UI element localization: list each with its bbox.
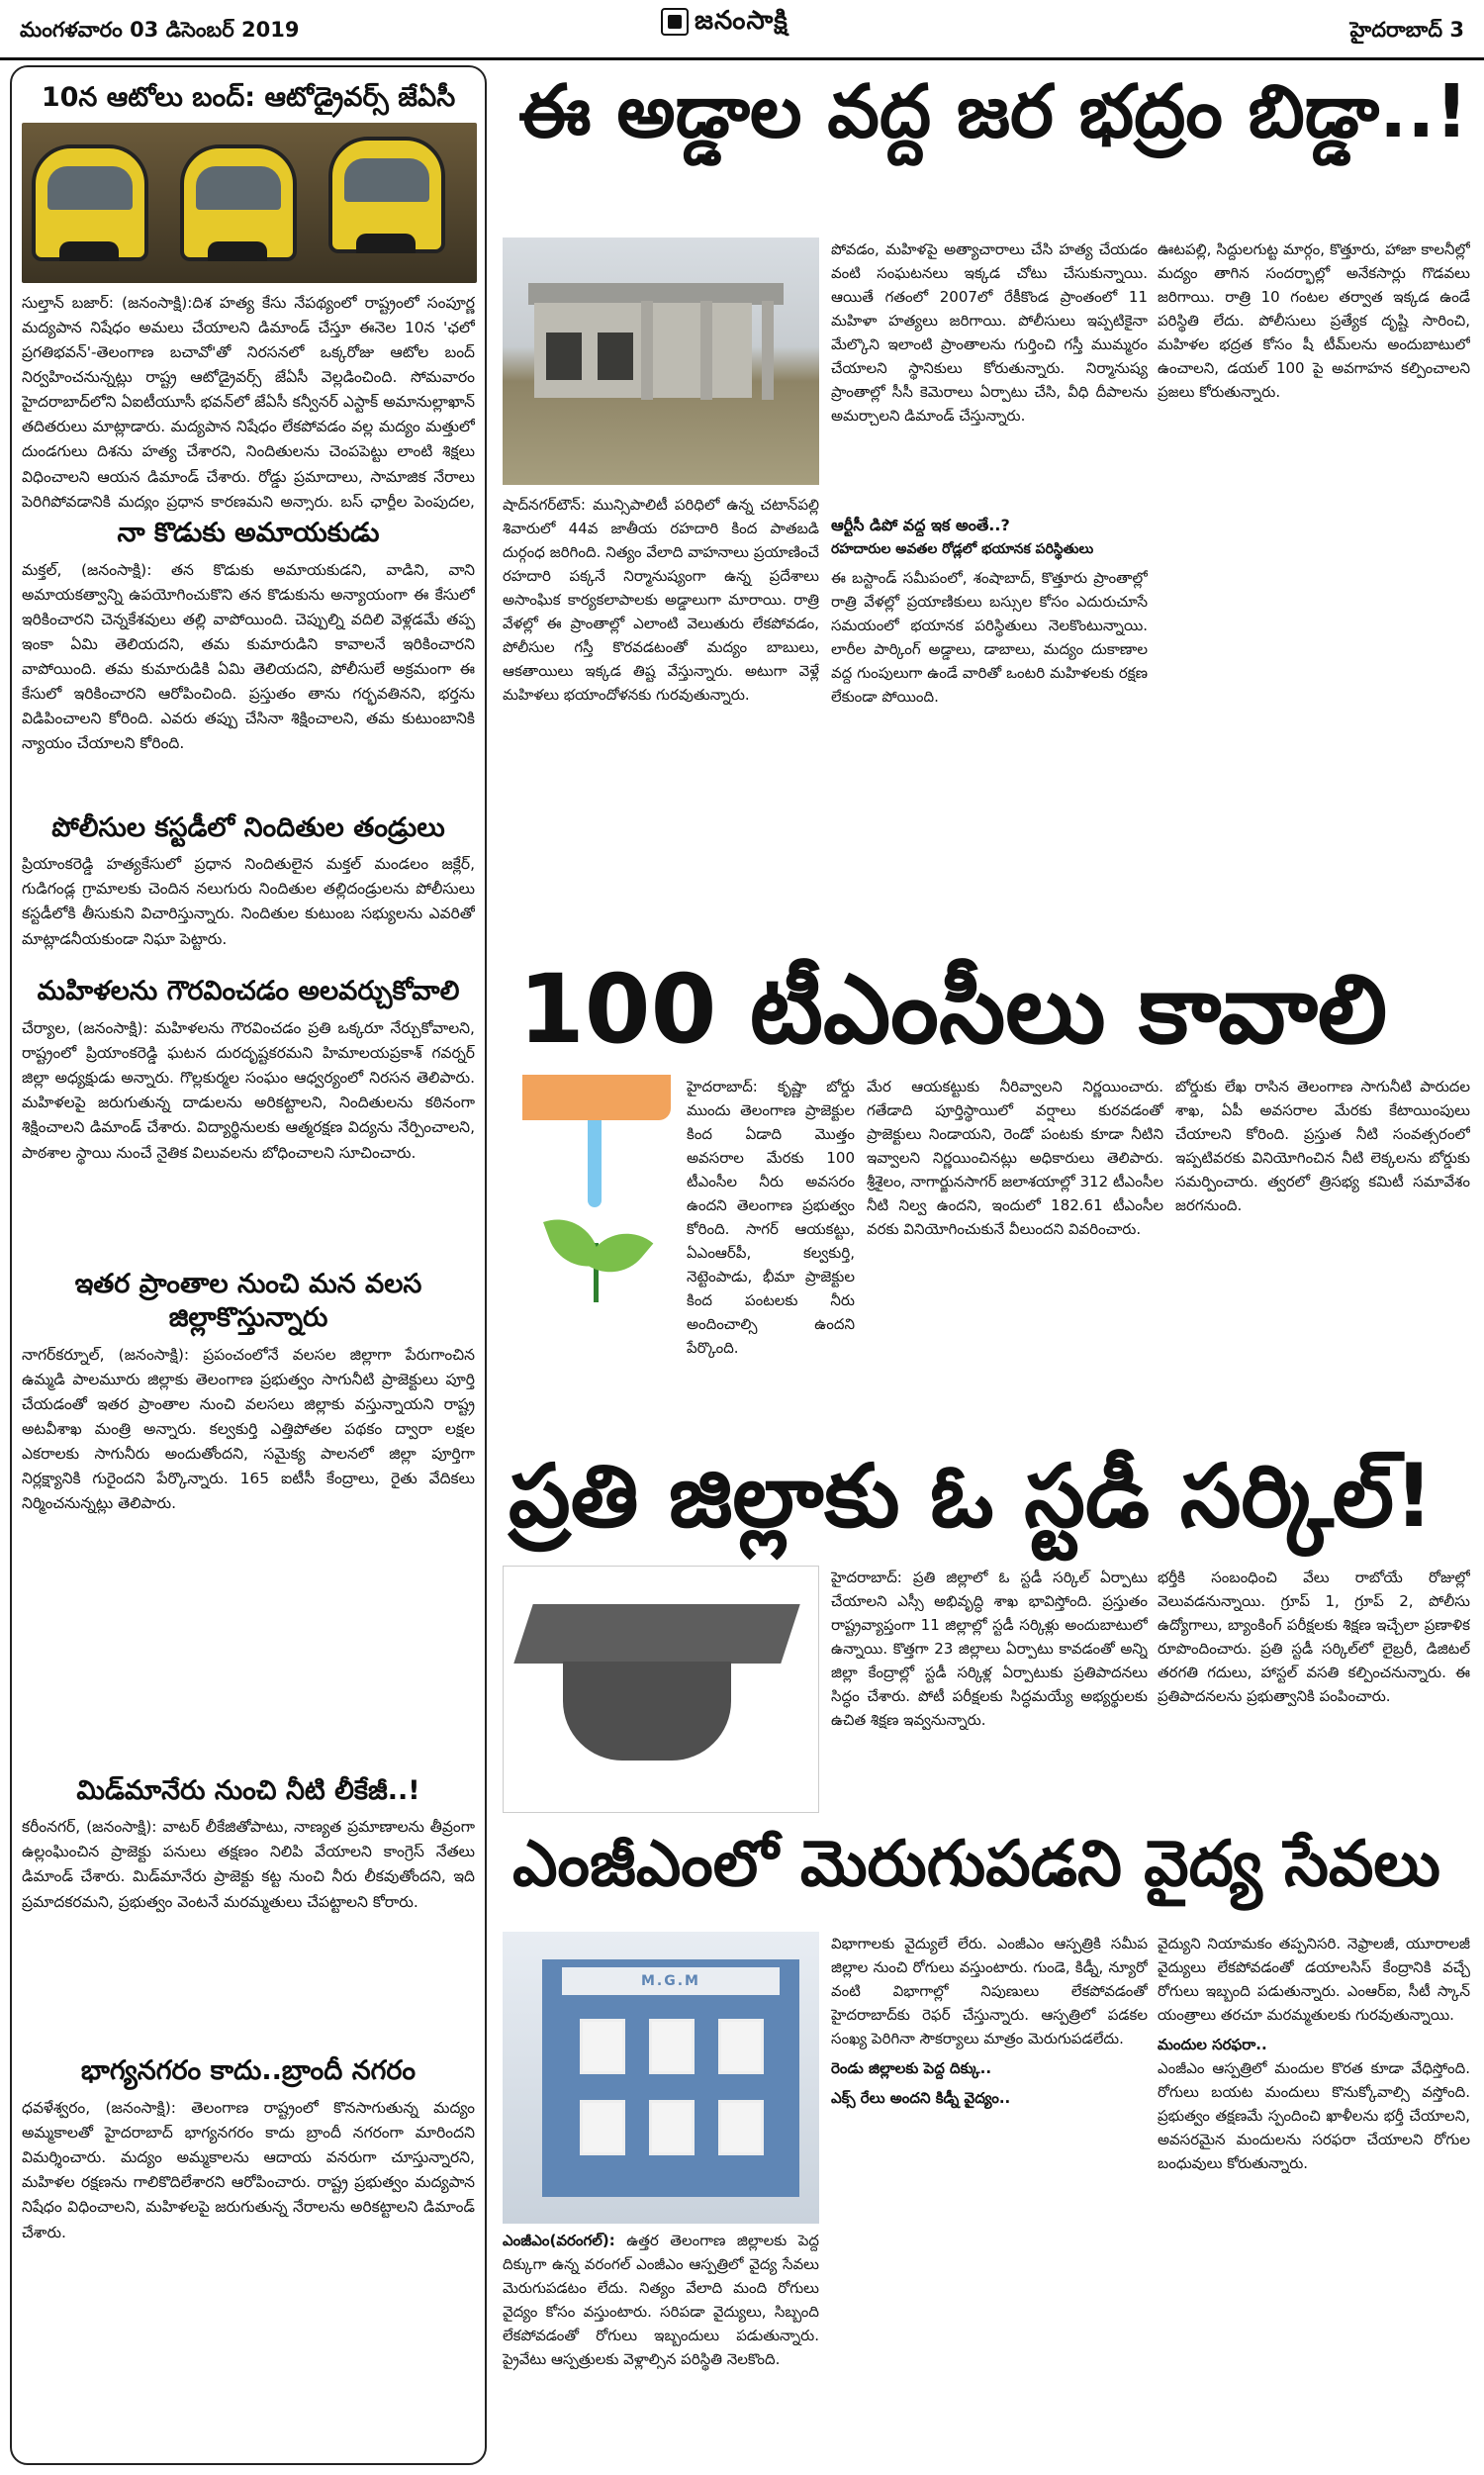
- story-subheading: ఆర్టీసీ డిపో వద్ద ఇక అంతే..?: [831, 516, 1010, 534]
- story-column: భర్తీకి సంబంధించి వేలు రాబోయే రోజుల్లో వెలువడనున్నాయి. గ్రూప్‌ 1, గ్రూప్‌ 2, పోలీసు ఉద్యోగాలు, బ్యాంకింగ్‌ పరీక్షలకు శిక్షణ ఇచ్చేలా ప్రణాళిక రూపొందించారు. ప్రతి స్టడీ సర్కిల్‌లో లైబ్రరీ, డిజిటల్‌ తరగతి గదులు, హాస్టల్‌ వసతి కల్పించనున్నారు. ఈ ప్రతిపాదనలను ప్రభుత్వానికి పంపించారు.: [1158, 1569, 1470, 1705]
- sidebar-headline: మహిళలను గౌరవించడం అలవర్చుకోవాలి: [37, 976, 460, 1007]
- autorickshaw-photo: [22, 123, 477, 283]
- story-column: హైదరాబాద్‌: కృష్ణా బోర్డు ముందు తెలంగాణ ప్రాజెక్టుల కింద ఏడాది మొత్తం అవసరాల మేరకు 100 టీఎంసీల నీరు అవసరం ఉందని తెలంగాణ ప్రభుత్వం కోరింది. సాగర్‌ ఆయకట్టు, ఏఎంఆర్‌పీ, కల్వకుర్తి, నెట్టెంపాడు, భీమా ప్రాజెక్టుల కింద పంటలకు నీరు అందించాల్సి ఉందని పేర్కొంది.: [687, 1078, 855, 1357]
- photo-caption: ఎంజీఎం(వరంగల్‌):: [503, 2232, 615, 2249]
- story-column: ఊటపల్లి, సిద్దులగుట్ట మార్గం, కొత్తూరు, హాజా కాలనీల్లో మద్యం తాగిన సందర్భాల్లో అనేకసార్లు గొడవలు జరిగాయి. రాత్రి 10 గంటల తర్వాత ఇక్కడ ఉండే పరిస్థితి లేదు. పోలీసులు ప్రత్యేక దృష్టి సారించి, మహిళల భద్రత కోసం షీ టీమ్‌లను అందుబాటులో ఉంచాలని, డయల్‌ 100 పై అవగాహన కల్పించాలని ప్రజలు కోరుతున్నారు.: [1158, 240, 1470, 401]
- story-column: మేర ఆయకట్టుకు నీరివ్వాలని నిర్ణయించారు. గతేడాది పూర్తిస్థాయిలో వర్షాలు కురవడంతో ప్రాజెక్టులు నిండాయని, రెండో పంటకు కూడా నీటిని ఇవ్వాలని నిర్ణయించినట్లు అధికారులు తెలిపారు. శ్రీశైలం, నాగార్జునసాగర్‌ జలాశయాల్లో 312 టీఎంసీల నీటి నిల్వ ఉందని, ఇందులో 182.61 టీఎంసీల వరకు వినియోగించుకునే వీలుందని వివరించారు.: [867, 1078, 1163, 1238]
- story-subheading: మందుల సరఫరా..: [1158, 2036, 1267, 2053]
- page-city-number: హైదరాబాద్ 3: [1349, 18, 1464, 42]
- sidebar-headline: పోలీసుల కస్టడీలో నిందితుల తండ్రులు: [51, 811, 445, 843]
- story-column: ఈ బస్టాండ్‌ సమీపంలో, శంషాబాద్‌, కొత్తూరు ప్రాంతాల్లో రాత్రి వేళల్లో ప్రయాణికులు బస్సుల కోసం ఎదురుచూసే సమయంలో భయానక పరిస్థితులు నెలకొంటున్నాయి. లారీల పార్కింగ్‌ అడ్డాలు, డాబాలు, మద్యం దుకాణాల వద్ద గుంపులుగా ఉండే వారితో ఒంటరి మహిళలకు రక్షణ లేకుండా పోయింది.: [831, 569, 1148, 706]
- sidebar-headline: మిడ్‌మానేరు నుంచి నీటి లీకేజీ..!: [76, 1774, 420, 1806]
- sidebar-headline: నా కొడుకు అమాయకుడు: [117, 517, 380, 548]
- issue-date: మంగళవారం 03 డిసెంబర్ 2019: [20, 18, 300, 42]
- autorickshaw-shape: [180, 144, 297, 261]
- story-subheading: రహదారుల అవతల రోడ్లలో భయానక పరిస్థితులు: [831, 541, 1094, 557]
- story-column: పోవడం, మహిళపై అత్యాచారాలు చేసి హత్య చేయడం వంటి సంఘటనలు ఇక్కడ చోటు చేసుకున్నాయి. ఆయితే గతంలో 2007లో రేకీకొండ ప్రాంతంలో 11 మహిళా హత్యలు జరిగాయి. పోలీసులు ఇప్పటికైనా మేల్కొని ఇలాంటి ప్రాంతాలను గుర్తించి గస్తీ ముమ్మరం చేయాలని స్థానికులు కోరుతున్నారు. నిర్మానుష్య ప్రాంతాల్లో సీసీ కెమెరాలు ఏర్పాటు చేసి, వీధి దీపాలను అమర్చాలని డిమాండ్‌ చేస్తున్నారు.: [831, 240, 1148, 425]
- graduation-cap-illustration: [503, 1566, 819, 1813]
- story-subheading: ఎక్స్‌ రేలు అందని కిడ్నీ వైద్యం..: [831, 2089, 1011, 2107]
- sidebar-article-body: ధవళేశ్వరం, (జనంసాక్షి): తెలంగాణ రాష్ట్రంలో కొనసాగుతున్న మద్యం అమ్మకాలతో హైదరాబాద్‌ భాగ్యనగరం కాదు బ్రాందీ నగరంగా మారిందని విమర్శించారు. మద్యం అమ్మకాలను ఆదాయ వనరుగా చూస్తున్నారని, మహిళల రక్షణను గాలికొదిలేశారని ఆరోపించారు. రాష్ట్ర ప్రభుత్వం మద్యపాన నిషేధం విధించాలని, మహిళలపై జరుగుతున్న నేరాలను అరికట్టాలని డిమాండ్‌ చేశారు.: [22, 2099, 475, 2241]
- unfinished-building-photo: [503, 238, 819, 485]
- water-tap-illustration: [512, 1075, 679, 1302]
- sidebar-headline: భాగ్యనగరం కాదు..బ్రాందీ నగరం: [80, 2055, 417, 2087]
- sidebar-article-body: ప్రియాంకరెడ్డి హత్యకేసులో ప్రధాన నిందితులైన మక్తల్‌ మండలం జక్లేర్‌, గుడిగండ్ల గ్రామాలకు చెందిన నలుగురు నిందితుల తల్లిదండ్రులను పోలీసులు కస్టడీలోకి తీసుకుని విచారిస్తున్నారు. నిందితుల కుటుంబ సభ్యులను ఎవరితో మాట్లాడనీయకుండా నిఘా పెట్టారు.: [22, 855, 475, 948]
- sidebar-headline-auto-bandh: 10న ఆటోలు బంద్‌: ఆటోడ్రైవర్స్‌ జేఏసీ: [41, 82, 456, 113]
- story-headline-safety: ఈ అడ్డాల వద్ద జర భద్రం బిడ్డా..!: [518, 69, 1469, 154]
- sidebar-article-body: సుల్తాన్‌ బజార్‌: (జనంసాక్షి):దిశ హత్య కేసు నేపథ్యంలో రాష్ట్రంలో సంపూర్ణ మద్యపాన నిషేధం అమలు చేయాలని డిమాండ్‌ చేస్తూ ఈనెల 10న 'ఛలో ప్రగతిభవన్‌'-తెలంగాణ బచావో'తో నిరసనలో ఒక్కరోజు ఆటోల బంద్‌ నిర్వహించనున్నట్లు రాష్ట్ర ఆటోడ్రైవర్స్‌ జేఏసీ వెల్లడించింది. సోమవారం హైదరాబాద్‌లోని ఏఐటీయూసీ భవన్‌లో జేఏసీ కన్వీనర్‌ ఎస్టాక్‌ అమానుల్లాఖాన్‌ తదితరులు మాట్లాడారు. మద్యపాన నిషేధం లేకపోవడం వల్ల మద్యం మత్తులో దుండగులు దిశను హత్య చేశారని, నిందితులను చెంపపెట్టు లాంటి శిక్షలు విధించాలని ఆయన డిమాండ్‌ చేశారు. రోడ్డు ప్రమాదాలు, సామాజిక నేరాలు పెరిగిపోవడానికి మద్యం ప్రధాన కారణమని అన్నారు. బస్‌ ఛార్జీల పెంపుదల,: [22, 293, 475, 511]
- story-headline-mgm: ఎంజీఎంలో మెరుగుపడని వైద్య సేవలు: [512, 1828, 1440, 1901]
- sidebar-article-body: నాగర్‌కర్నూల్‌, (జనంసాక్షి): ప్రపంచంలోనే వలసల జిల్లాగా పేరుగాంచిన ఉమ్మడి పాలమూరు జిల్లాకు తెలంగాణ ప్రభుత్వం సాగునీటి ప్రాజెక్టులు పూర్తి చేయడంతో ఇతర ప్రాంతాల నుంచి వలసలు జిల్లాకు వస్తున్నాయని రాష్ట్ర అటవీశాఖ మంత్రి అన్నారు. కల్వకుర్తి ఎత్తిపోతల పథకం ద్వారా లక్షల ఎకరాలకు సాగునీరు అందుతోందని, సమైక్య పాలనలో జిల్లా పూర్తిగా నిర్లక్ష్యానికి గురైందని పేర్కొన్నారు. 165 ఐటీసీ కేంద్రాలు, రైతు వేదికలు నిర్మించనున్నట్లు తెలిపారు.: [22, 1345, 475, 1513]
- story-subheading: రెండు జిల్లాలకు పెద్ద దిక్కు..: [831, 2059, 992, 2077]
- sidebar-headline: ఇతర ప్రాంతాల నుంచి మన వలస జిల్లాకొస్తున్నారు: [74, 1269, 422, 1333]
- sidebar-article-body: కరీంనగర్‌, (జనంసాక్షి): వాటర్‌ లీకేజితోపాటు, నాణ్యత ప్రమాణాలను తీవ్రంగా ఉల్లంఘించిన ప్రాజెక్టు పనులు తక్షణం నిలిపి వేయాలని కాంగ్రెస్‌ నేతలు డిమాండ్‌ చేశారు. మిడ్‌మానేరు ప్రాజెక్టు కట్ట నుంచి నీరు లీకవుతోందని, ఇది ప్రమాదకరమని, ప్రభుత్వం వెంటనే మరమ్మతులు చేపట్టాలని కోరారు.: [22, 1818, 475, 1911]
- newspaper-logo: [661, 6, 788, 42]
- story-column: ఎంజీఎం ఆస్పత్రిలో మందుల కొరత కూడా వేధిస్తోంది. రోగులు బయట మందులు కొనుక్కోవాల్సి వస్తోంది. ప్రభుత్వం తక్షణమే స్పందించి ఖాళీలను భర్తీ చేయాలని, అవసరమైన మందులను సరఫరా చేయాలని రోగుల బంధువులు కోరుతున్నారు.: [1158, 2059, 1470, 2172]
- header-divider: [0, 57, 1484, 60]
- sidebar-article-body: చేర్యాల, (జనంసాక్షి): మహిళలను గౌరవించడం ప్రతి ఒక్కరూ నేర్చుకోవాలని, రాష్ట్రంలో ప్రియాంకరెడ్డి ఘటన దురదృష్టకరమని హిమాలయప్రకాశ్‌ గవర్నర్‌ జిల్లా అధ్యక్షుడు అన్నారు. గొల్లకుర్మల సంఘం ఆధ్వర్యంలో నిరసన తెలిపారు. మహిళలపై జరుగుతున్న దాడులను అరికట్టాలని, నిందితులను కఠినంగా శిక్షించాలని డిమాండ్‌ చేశారు. విద్యార్థినులకు ఆత్మరక్షణ విద్యను నేర్పించాలని, పాఠశాల స్థాయి నుంచే నైతిక విలువలను బోధించాలని సూచించారు.: [22, 1019, 475, 1162]
- story-lead-column: [503, 2229, 819, 2460]
- story-column: బోర్డుకు లేఖ రాసిన తెలంగాణ సాగునీటి పారుదల శాఖ, ఏపీ అవసరాల మేరకు కేటాయింపులు చేయాలని కోరింది. ప్రస్తుత నీటి సంవత్సరంలో ఇప్పటివరకు వినియోగించిన నీటి లెక్కలను బోర్డుకు సమర్పించారు. త్వరలో త్రిసభ్య కమిటీ సమావేశం జరగనుంది.: [1175, 1078, 1470, 1214]
- story-lead-text: ఉత్తర తెలంగాణ జిల్లాలకు పెద్ద దిక్కుగా ఉన్న వరంగల్‌ ఎంజీఎం ఆస్పత్రిలో వైద్య సేవలు మెరుగుపడటం లేదు. నిత్యం వేలాది మంది రోగులు వైద్యం కోసం వస్తుంటారు. సరిపడా వైద్యులు, సిబ్బంది లేకపోవడంతో రోగులు ఇబ్బందులు పడుతున్నారు. ప్రైవేటు ఆస్పత్రులకు వెళ్లాల్సిన పరిస్థితి నెలకొంది.: [503, 2232, 819, 2368]
- sidebar-article-body: మక్తల్‌, (జనంసాక్షి): తన కొడుకు అమాయకుడని, వాడిని, వాని అమాయకత్వాన్ని ఉపయోగించుకొని తన కొడుకును అన్యాయంగా ఈ కేసులో ఇరికించారని చెన్నకేశవులు తల్లి వాపోయింది. చెప్పుల్ని వదిలి వెళ్లడమే తప్ప ఇంకా ఏమి తెలియదని, తమ కుమారుడిని కావాలనే ఇరికించారని వాపోయింది. తమ కుమారుడికి ఏమి తెలియదని, పోలీసులే అక్రమంగా ఈ కేసులో ఇరికించారని ఆరోపించింది. ప్రస్తుతం తాను గర్భవతినని, భర్తను విడిపించాలని కోరింది. ఎవరు తప్పు చేసినా శిక్షించాలని, తమ కుటుంబానికి న్యాయం చేయాలని కోరింది.: [22, 560, 475, 753]
- story-column: వైద్యుని నియామకం తప్పనిసరి. నెఫ్రాలజీ, యూరాలజీ వైద్యులు లేకపోవడంతో డయాలసిస్‌ కేంద్రానికి వచ్చే రోగులు ఇబ్బంది పడుతున్నారు. ఎంఆర్‌ఐ, సీటీ స్కాన్‌ యంత్రాలు తరచూ మరమ్మతులకు గురవుతున్నాయి.: [1158, 1935, 1470, 2024]
- sidebar-column: [10, 65, 487, 2465]
- story-column: విభాగాలకు వైద్యులే లేరు. ఎంజీఎం ఆస్పత్రికి సమీప జిల్లాల నుంచి రోగులు వస్తుంటారు. గుండె, కిడ్నీ, న్యూరో వంటి విభాగాల్లో నిపుణులు లేకపోవడంతో హైదరాబాద్‌కు రెఫర్‌ చేస్తున్నారు. ఆస్పత్రిలో పడకల సంఖ్య పెరిగినా సౌకర్యాలు మాత్రం మెరుగుపడలేదు.: [831, 1935, 1148, 2047]
- autorickshaw-shape: [32, 144, 148, 261]
- hospital-building-photo: M.G.M: [503, 1932, 819, 2224]
- story-column-group: [1158, 1932, 1470, 2460]
- main-content: [499, 65, 1474, 2465]
- story-column: హైదరాబాద్‌: ప్రతి జిల్లాలో ఓ స్టడీ సర్కిల్‌ ఏర్పాటు చేయాలని ఎస్సీ అభివృద్ధి శాఖ భావిస్తోంది. ప్రస్తుతం రాష్ట్రవ్యాప్తంగా 11 జిల్లాల్లో స్టడీ సర్కిళ్లు అందుబాటులో ఉన్నాయి. కొత్తగా 23 జిల్లాలు ఏర్పాటు కావడంతో అన్ని జిల్లా కేంద్రాల్లో స్టడీ సర్కిళ్ల ఏర్పాటుకు ప్రతిపాదనలు సిద్ధం చేశారు. పోటీ పరీక్షలకు సిద్ధమయ్యే అభ్యర్థులకు ఉచిత శిక్షణ ఇవ్వనున్నారు.: [831, 1569, 1148, 1729]
- story-headline-study-circle: ప్రతి జిల్లాకు ఓ స్టడీ సర్కిల్‌!: [509, 1445, 1435, 1547]
- logo-text: జనంసాక్షి: [695, 6, 788, 36]
- story-headline-tmc: 100 టీఎంసీలు కావాలి: [518, 954, 1388, 1065]
- story-column-group: [831, 1932, 1148, 2460]
- story-lead-column: షాద్‌నగర్‌టౌన్‌: మున్సిపాలిటీ పరిధిలో ఉన్న చటాన్‌పల్లి శివారులో 44వ జాతీయ రహదారి కింద పాతబడి దుర్గంధ జరిగింది. నిత్యం వేలాది వాహనాలు ప్రయాణించే రహదారి పక్కనే నిర్మానుష్యంగా ఉన్న ప్రదేశాలు అసాంఘిక కార్యకలాపాలకు అడ్డాలుగా మారాయి. రాత్రి వేళల్లో ఈ ప్రాంతాల్లో ఎలాంటి వెలుతురు లేకపోవడం, పోలీసుల గస్తీ కొరవడటంతో మద్యం బాబులు, ఆకతాయిలు ఇక్కడ తిష్ట వేస్తున్నారు. అటుగా వెళ్లే మహిళలు భయాందోళనకు గురవుతున్నారు.: [503, 496, 819, 704]
- autorickshaw-shape: [328, 137, 445, 253]
- logo-icon: [661, 8, 689, 36]
